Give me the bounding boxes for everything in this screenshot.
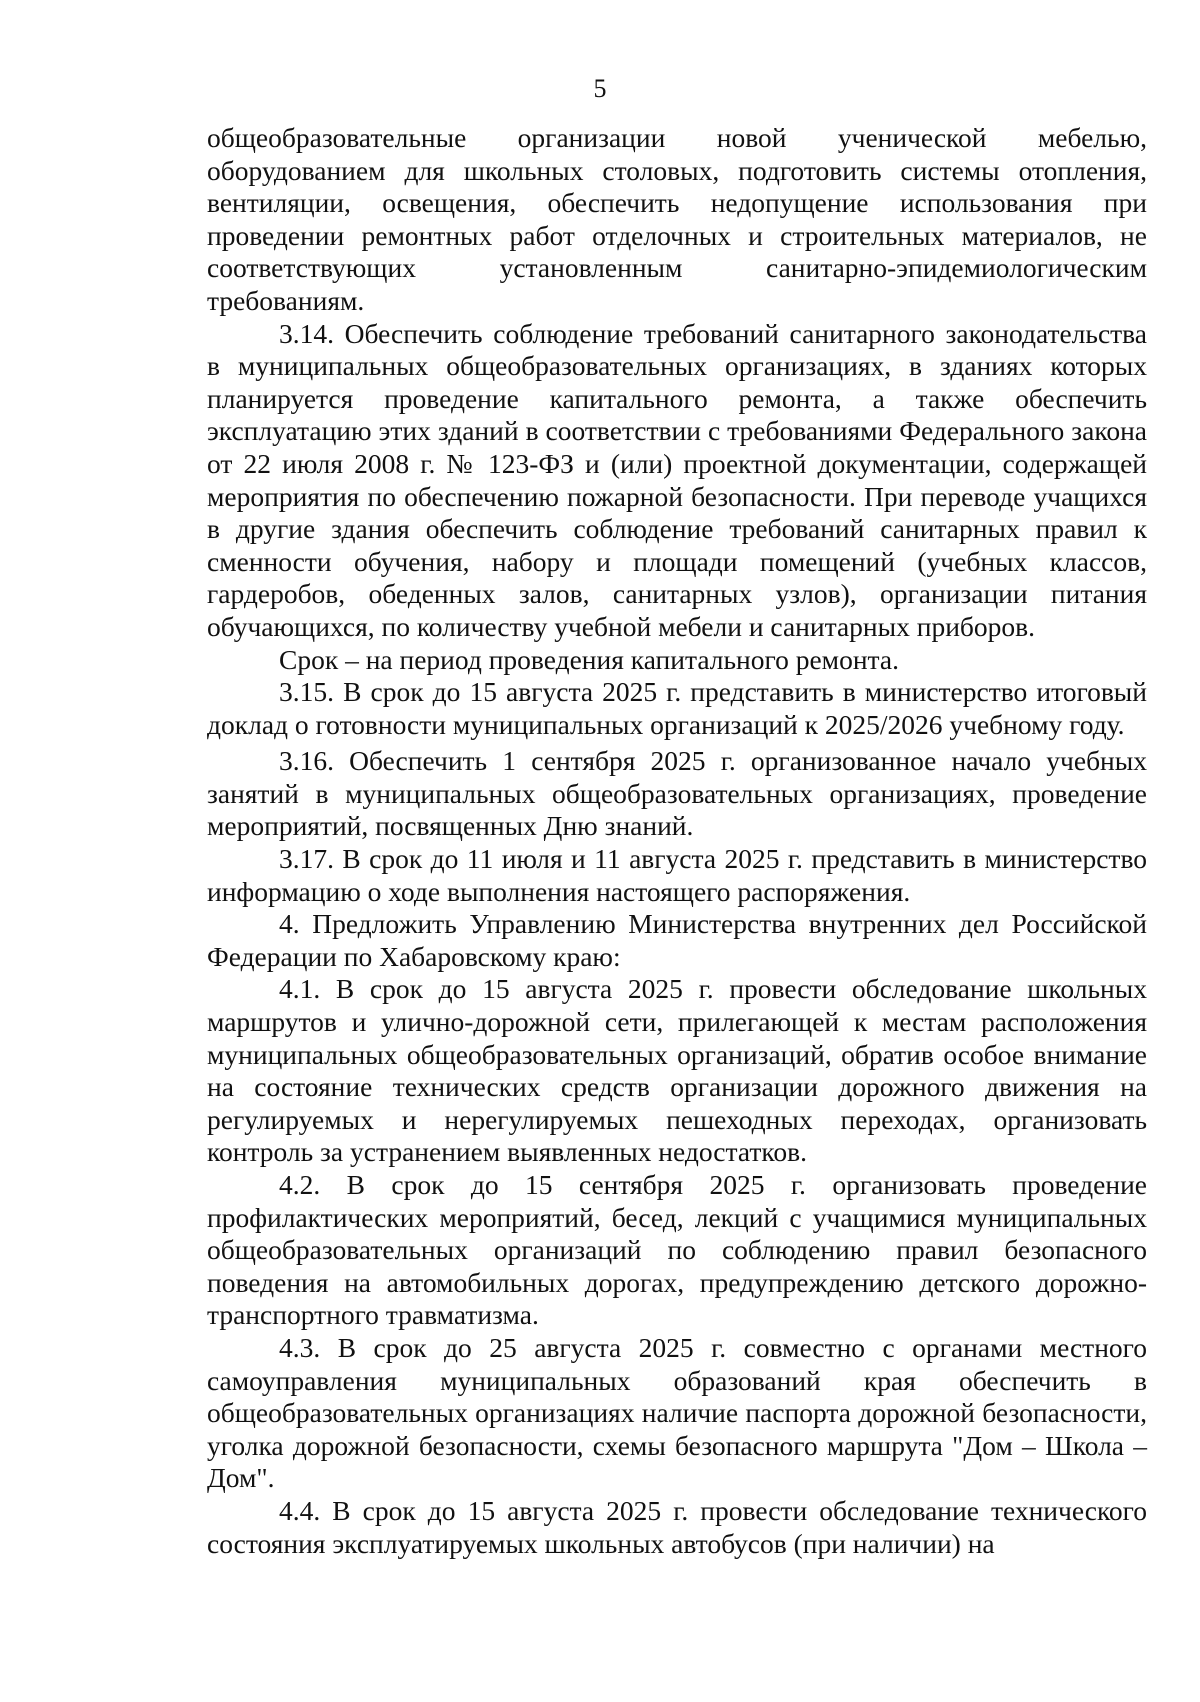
paragraph-3-14: 3.14. Обеспечить соблюдение требований санитарного законодательства в муниципальных общеобразовательных организациях, в зданиях которых планируется проведение капитального ремонта, а также обеспечить эксплуатацию этих зданий в соответствии с требованиями Федерального закона от 22 июля 2008 г. № 123-ФЗ и (или) проектной документации, содержащей мероприятия по обеспечению пожарной безопасности. При переводе учащихся в другие здания обеспечить соблюдение требований санитарных правил к сменности обучения, набору и площади помещений (учебных классов, гардеробов, обеденных залов, санитарных узлов), организации питания обучающихся, по количеству учебной мебели и санитарных приборов. [207, 317, 1147, 642]
paragraph-4-3: 4.3. В срок до 25 августа 2025 г. совместно с органами местного самоуправления муниципальных образований края обеспечить в общеобразовательных организациях наличие паспорта дорожной безопасности, уголка дорожной безопасности, схемы безопасного маршрута "Дом – Школа – Дом". [207, 1331, 1147, 1494]
document-body [207, 122, 1147, 1560]
paragraph-deadline: Срок – на период проведения капитального ремонта. [279, 643, 899, 675]
paragraph-4: 4. Предложить Управлению Министерства внутренних дел Российской Федерации по Хабаровскому краю: [207, 908, 1147, 972]
paragraph-4-4: 4.4. В срок до 15 августа 2025 г. провести обследование технического состояния эксплуатируемых школьных автобусов (при наличии) на [207, 1494, 1147, 1559]
paragraph-3-17: 3.17. В срок до 11 июля и 11 августа 2025 г. представить в министерство информацию о ходе выполнения настоящего распоряжения. [207, 843, 1147, 907]
paragraph-continuation: общеобразовательные организации новой ученической мебелью, оборудованием для школьных столовых, подготовить системы отопления, вентиляции, освещения, обеспечить недопущение использования при проведении ремонтных работ отделочных и строительных материалов, не соответствующих установленным санитарно-эпидемиологическим требованиям. [207, 122, 1147, 316]
paragraph-3-16: 3.16. Обеспечить 1 сентября 2025 г. организованное начало учебных занятий в муниципальных общеобразовательных организациях, проведение мероприятий, посвященных Дню знаний. [207, 745, 1147, 842]
paragraph-3-15: 3.15. В срок до 15 августа 2025 г. представить в министерство итоговый доклад о готовности муниципальных организаций к 2025/2026 учебному году. [207, 676, 1147, 740]
paragraph-4-2: 4.2. В срок до 15 сентября 2025 г. организовать проведение профилактических мероприятий, бесед, лекций с учащимися муниципальных общеобразовательных организаций по соблюдению правил безопасного поведения на автомобильных дорогах, предупреждению детского дорожно-транспортного травматизма. [207, 1169, 1147, 1331]
paragraph-4-1: 4.1. В срок до 15 августа 2025 г. провести обследование школьных маршрутов и улично-дорожной сети, прилегающей к местам расположения муниципальных общеобразовательных организаций, обратив особое внимание на состояние технических средств организации дорожного движения на регулируемых и нерегулируемых пешеходных переходах, организовать контроль за устранением выявленных недостатков. [207, 973, 1147, 1168]
page-number: 5 [593, 74, 607, 103]
